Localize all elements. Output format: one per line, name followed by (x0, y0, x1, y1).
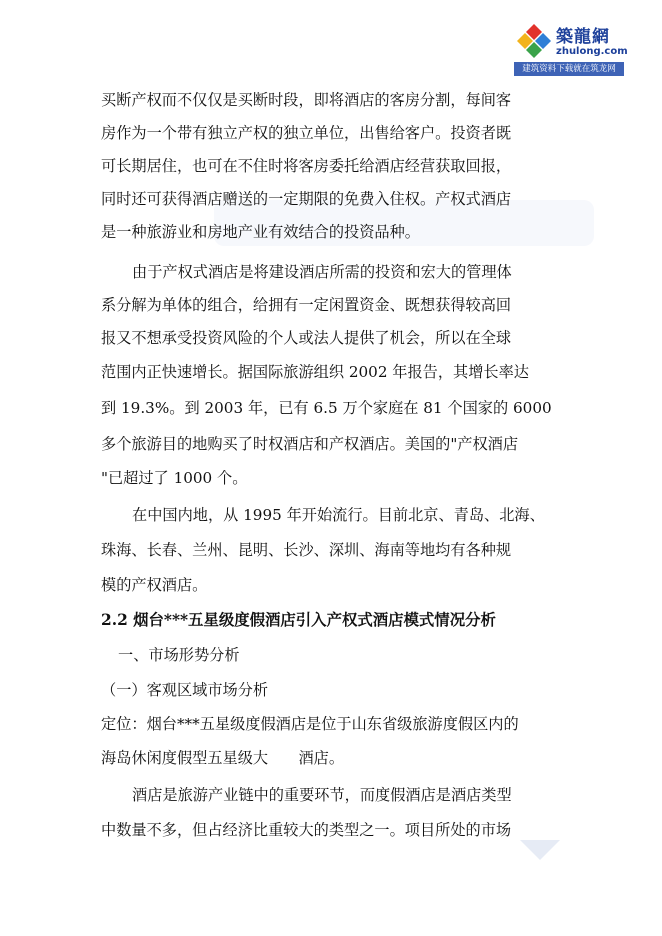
watermark-arrow-icon (510, 820, 570, 880)
body-line: 是一种旅游业和房地产业有效结合的投资品种。 (101, 223, 420, 241)
body-line: 模的产权酒店。 (101, 576, 208, 594)
zhulong-logo (514, 20, 628, 78)
subsection-heading: 一、市场形势分析 (118, 646, 240, 664)
logo-tagline: 建筑资料下载就在筑龙网 (514, 62, 624, 76)
body-line: 多个旅游目的地购买了时权酒店和产权酒店。美国的"产权酒店 (101, 435, 519, 453)
body-line: 海岛休闲度假型五星级大 酒店。 (101, 749, 344, 767)
logo-domain: zhulong.com (556, 46, 628, 57)
body-line: 房作为一个带有独立产权的独立单位，出售给客户。投资者既 (101, 124, 512, 142)
section-heading: 2.2 烟台***五星级度假酒店引入产权式酒店模式情况分析 (101, 611, 496, 629)
logo-emblem-icon (514, 22, 554, 62)
body-line: 到 19.3%。到 2003 年，已有 6.5 万个家庭在 81 个国家的 6000 (101, 399, 552, 417)
body-line: 由于产权式酒店是将建设酒店所需的投资和宏大的管理体 (132, 263, 512, 281)
body-line: 可长期居住，也可在不住时将客房委托给酒店经营获取回报， (101, 157, 512, 175)
body-line: 珠海、长春、兰州、昆明、长沙、深圳、海南等地均有各种规 (101, 541, 512, 559)
body-line: 酒店是旅游产业链中的重要环节，而度假酒店是酒店类型 (132, 786, 512, 804)
body-line: 在中国内地，从 1995 年开始流行。目前北京、青岛、北海、 (132, 506, 545, 524)
body-line: 范围内正快速增长。据国际旅游组织 2002 年报告，其增长率达 (101, 363, 529, 381)
body-line: 中数量不多，但占经济比重较大的类型之一。项目所处的市场 (101, 821, 512, 839)
body-line: 买断产权而不仅仅是买断时段，即将酒店的客房分割，每间客 (101, 91, 512, 109)
body-line: 报又不想承受投资风险的个人或法人提供了机会，所以在全球 (101, 329, 512, 347)
body-line: 同时还可获得酒店赠送的一定期限的免费入住权。产权式酒店 (101, 190, 512, 208)
subsection-heading: （一）客观区域市场分析 (101, 681, 269, 699)
body-line: 系分解为单体的组合，给拥有一定闲置资金、既想获得较高回 (101, 296, 512, 314)
logo-title: 築龍網 (556, 27, 610, 47)
body-line: 定位：烟台***五星级度假酒店是位于山东省级旅游度假区内的 (101, 715, 519, 733)
body-line: "已超过了 1000 个。 (101, 469, 248, 487)
